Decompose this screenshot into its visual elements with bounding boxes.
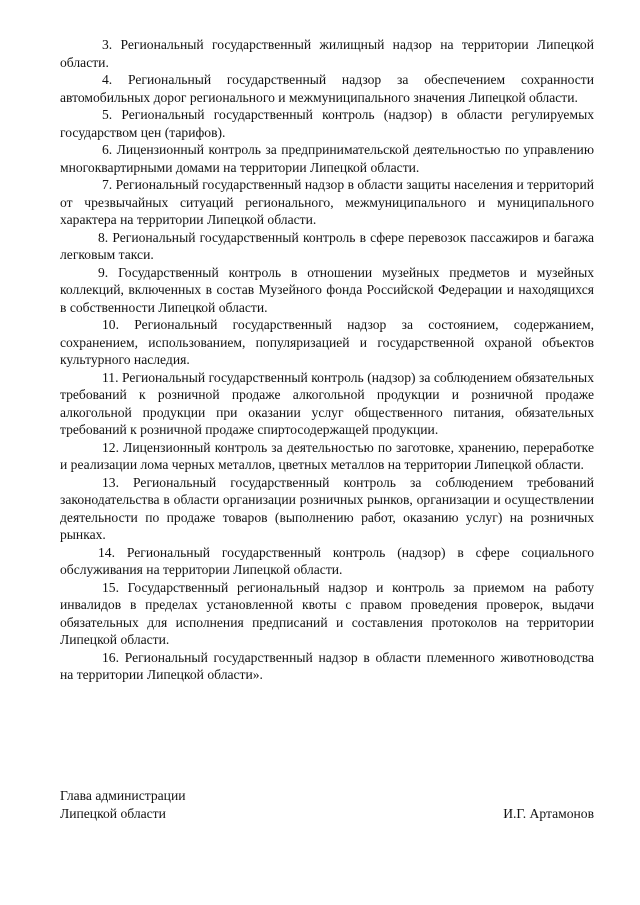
list-item: 9. Государственный контроль в отношении музейных предметов и музейных коллекций, включенных в состав Музейного фонда Российской Федерации и находящихся в собственности Липецкой области. [60, 264, 594, 315]
list-item: 8. Региональный государственный контроль в сфере перевозок пассажиров и багажа легковым такси. [60, 229, 594, 262]
list-item: 7. Региональный государственный надзор в области защиты населения и территорий от чрезвычайных ситуаций регионального, межмуниципального и муниципального характера на территории Липецкой области. [60, 177, 594, 227]
signature-block [60, 787, 594, 823]
list-item: 14. Региональный государственный контроль (надзор) в сфере социального обслуживания на территории Липецкой области. [60, 544, 594, 577]
list-item: 3. Региональный государственный жилищный надзор на территории Липецкой области. [60, 37, 594, 70]
list-item: 15. Государственный региональный надзор и контроль за приемом на работу инвалидов в пределах установленной квоты с правом проведения проверок, выдачи обязательных для исполнения предписаний и составления протоколов на территории Липецкой области. [60, 579, 594, 647]
list-item: 11. Региональный государственный контроль (надзор) за соблюдением обязательных требований к розничной продаже алкогольной продукции и розничной продаже алкогольной продукции при оказании услуг общественного питания, обязательных требований к розничной продаже спиртосодержащей продукции. [60, 369, 594, 437]
list-item: 4. Региональный государственный надзор за обеспечением сохранности автомобильных дорог регионального и межмуниципального значения Липецкой области. [60, 72, 594, 105]
signatory-region: Липецкой области [60, 806, 166, 821]
list-item: 5. Региональный государственный контроль (надзор) в области регулируемых государством цен (тарифов). [60, 107, 594, 140]
list-item: 10. Региональный государственный надзор за состоянием, содержанием, сохранением, использованием, популяризацией и государственной охраной объектов культурного наследия. [60, 317, 594, 367]
signatory-name: И.Г. Артамонов [503, 806, 594, 821]
signatory-title: Глава администрации [60, 788, 186, 803]
list-item: 6. Лицензионный контроль за предпринимательской деятельностью по управлению многоквартирными домами на территории Липецкой области. [60, 142, 594, 175]
list-item: 16. Региональный государственный надзор в области племенного животноводства на территории Липецкой области». [60, 649, 594, 682]
signature-row [60, 805, 594, 823]
list-item: 12. Лицензионный контроль за деятельностью по заготовке, хранению, переработке и реализации лома черных металлов, цветных металлов на территории Липецкой области. [60, 439, 594, 472]
list-item: 13. Региональный государственный контроль за соблюдением требований законодательства в области организации розничных рынков, организации и осуществлении деятельности по продаже товаров (выполнению работ, оказанию услуг) на розничных рынках. [60, 474, 594, 542]
document-body [60, 36, 594, 684]
